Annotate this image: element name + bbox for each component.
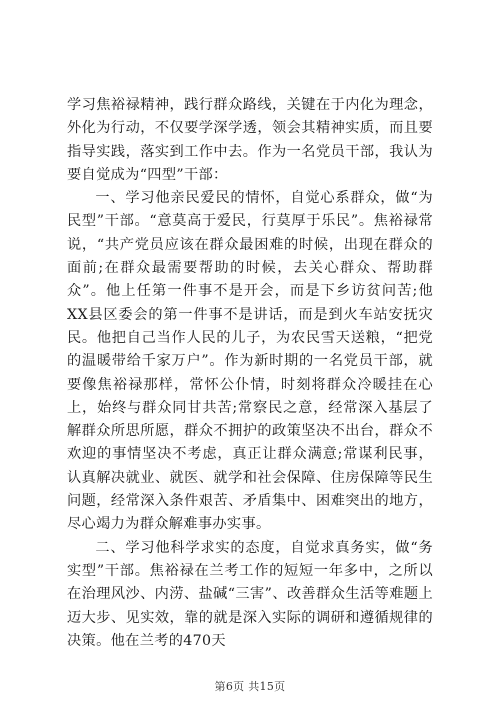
paragraph-section-two: 二、学习他科学求实的态度，自觉求真务实，做“务实型”干部。焦裕禄在兰考工作的短短一年多中，之所以在治理风沙、内涝、盐碱“三害”、改善群众生活等难题上迈大步、见实效，靠的就是深入实际的调研和遵循规律的决策。他在兰考的470天 <box>67 539 433 649</box>
paragraph-section-one: 一、学习他亲民爱民的情怀，自觉心系群众，做“为民型”干部。“意莫高于爱民，行莫厚于乐民”。焦裕禄常说，“共产党员应该在群众最困难的时候，出现在群众的面前;在群众最需要帮助的时候，去关心群众、帮助群众”。他上任第一件事不是开会，而是下乡访贫问苦;他XX县区委会的第一件事不是讲话，而是到火车站安抚灾民。他把自己当作人民的儿子，为农民雪天送粮，“把党的温暖带给千家万户”。作为新时期的一名党员干部，就要像焦裕禄那样，常怀公仆情，时刻将群众冷暖挂在心上，始终与群众同甘共苦;常察民之意，经常深入基层了解群众所思所愿，群众不拥护的政策坚决不出台，群众不欢迎的事情坚决不考虑，真正让群众满意;常谋利民事，认真解决就业、就医、就学和社会保障、住房保障等民生问题，经常深入条件艰苦、矛盾集中、困难突出的地方，尽心竭力为群众解难事办实事。 <box>67 190 433 533</box>
page-number: 第6页 共15页 <box>214 680 286 693</box>
page-footer <box>0 678 500 694</box>
document-body <box>67 94 433 653</box>
paragraph-intro: 学习焦裕禄精神，践行群众路线，关键在于内化为理念，外化为行动，不仅要学深学透，领会其精神实质，而且要指导实践，落实到工作中去。作为一名党员干部，我认为要自觉成为“四型”干部： <box>67 97 433 183</box>
